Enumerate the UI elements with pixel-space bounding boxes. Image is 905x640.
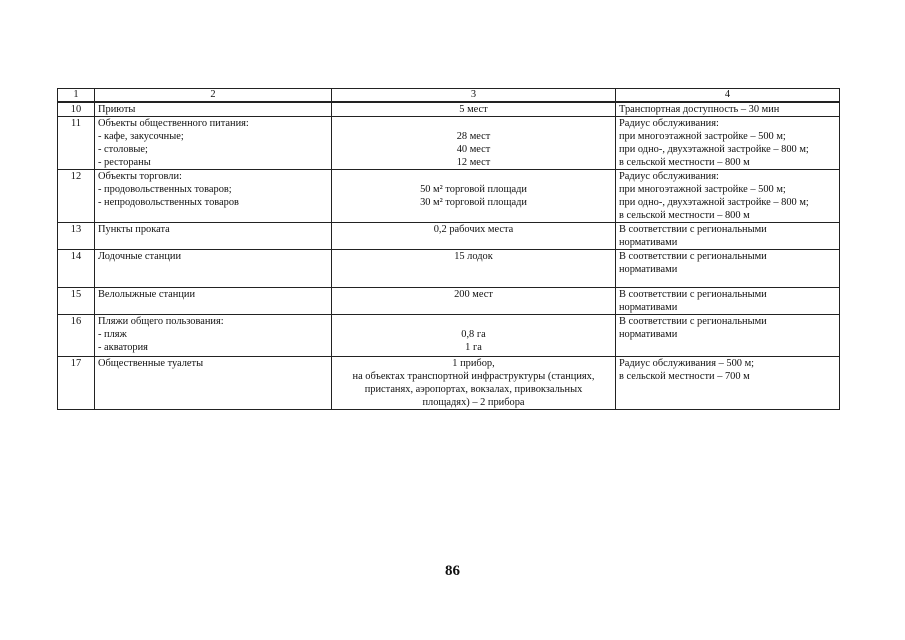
header-col-4: 4 [616,89,840,103]
service-note-line: В соответствии с региональными [619,289,767,300]
spacer-line [335,315,612,328]
header-col-3: 3 [332,89,616,103]
service-note-line: нормативами [619,264,678,275]
service-note-line: при многоэтажной застройке – 500 м; [619,184,786,195]
row-number: 14 [58,250,95,288]
service-note-line: при одно-, двухэтажной застройке – 800 м; [619,197,809,208]
service-note-line: Транспортная доступность – 30 мин [619,104,780,115]
service-note-line: при одно-, двухэтажной застройке – 800 м; [619,144,809,155]
object-name-line: Объекты торговли: [98,171,182,182]
table-header [58,89,840,103]
row-number: 10 [58,102,95,117]
norm-value-line: 50 м² торговой площади [420,184,527,195]
service-note-line: в сельской местности – 800 м [619,157,750,168]
object-name-cell [95,250,332,288]
service-note-cell [616,288,840,315]
row-number: 15 [58,288,95,315]
service-note-cell [616,117,840,170]
object-name-cell [95,288,332,315]
service-note-line: в сельской местности – 800 м [619,210,750,221]
norm-value-cell [332,170,616,223]
row-number: 13 [58,223,95,250]
object-name-line: - кафе, закусочные; [98,131,184,142]
row-number: 17 [58,357,95,410]
object-name-line: - непродовольственных товаров [98,197,239,208]
object-name-line: Пляжи общего пользования: [98,316,224,327]
row-number: 12 [58,170,95,223]
service-note-line: В соответствии с региональными [619,316,767,327]
service-note-line: нормативами [619,237,678,248]
table-row [58,170,840,223]
object-name-line: Лодочные станции [98,251,182,262]
table-row [58,357,840,410]
norm-value-line: 12 мест [456,157,491,168]
header-row [58,89,840,103]
norm-value-line: 0,8 га [461,329,486,340]
table-body [58,102,840,410]
object-name-line: - продовольственных товаров; [98,184,232,195]
object-name-line: Общественные туалеты [98,358,204,369]
header-col-2: 2 [95,89,332,103]
norm-value-cell [332,315,616,357]
norm-value-line: 1 га [465,342,482,353]
norm-value-cell [332,102,616,117]
object-name-line: Велолыжные станции [98,289,196,300]
norm-value-line: 1 прибор, [452,358,495,369]
spacer-line [335,170,612,183]
object-name-line: - пляж [98,329,127,340]
service-note-line: нормативами [619,329,678,340]
service-note-cell [616,250,840,288]
norm-value-line: на объектах транспортной инфраструктуры (станциях, [352,371,595,382]
norm-value-cell [332,117,616,170]
table-row [58,117,840,170]
object-name-cell [95,102,332,117]
norm-value-line: 15 лодок [454,251,493,262]
service-note-line: нормативами [619,302,678,313]
object-name-cell [95,315,332,357]
norm-value-cell [332,223,616,250]
norm-value-line: пристанях, аэропортах, вокзалах, привокзальных [364,384,583,395]
object-name-line: Объекты общественного питания: [98,118,249,129]
service-note-line: Радиус обслуживания: [619,171,719,182]
table-row [58,250,840,288]
row-number: 16 [58,315,95,357]
object-name-cell [95,223,332,250]
norm-value-line: 28 мест [456,131,491,142]
norms-table [57,88,840,410]
object-name-cell [95,170,332,223]
service-note-cell [616,170,840,223]
norm-value-cell [332,357,616,410]
norm-value-line: площадях) – 2 прибора [422,397,525,408]
service-note-line: В соответствии с региональными [619,224,767,235]
service-note-line: при многоэтажной застройке – 500 м; [619,131,786,142]
service-note-cell [616,357,840,410]
row-number: 11 [58,117,95,170]
norm-value-line: 40 мест [456,144,491,155]
page-number: 86 [445,563,460,579]
object-name-line: Пункты проката [98,224,170,235]
norm-value-cell [332,288,616,315]
norm-value-cell [332,250,616,288]
table-row [58,315,840,357]
norm-value-line: 200 мест [454,289,493,300]
table-row [58,288,840,315]
service-note-cell [616,223,840,250]
service-note-line: В соответствии с региональными [619,251,767,262]
service-note-line: в сельской местности – 700 м [619,371,750,382]
spacer-line [335,117,612,130]
service-note-cell [616,315,840,357]
service-note-line: Радиус обслуживания – 500 м; [619,358,755,369]
object-name-cell [95,117,332,170]
table-row [58,223,840,250]
service-note-line: Радиус обслуживания: [619,118,719,129]
norm-value-line: 30 м² торговой площади [420,197,527,208]
object-name-line: Приюты [98,104,136,115]
norm-value-line: 5 мест [459,104,488,115]
header-col-1: 1 [58,89,95,103]
object-name-line: - рестораны [98,157,151,168]
object-name-line: - акватория [98,342,148,353]
table-row [58,102,840,117]
object-name-cell [95,357,332,410]
service-note-cell [616,102,840,117]
object-name-line: - столовые; [98,144,148,155]
norm-value-line: 0,2 рабочих места [433,224,514,235]
